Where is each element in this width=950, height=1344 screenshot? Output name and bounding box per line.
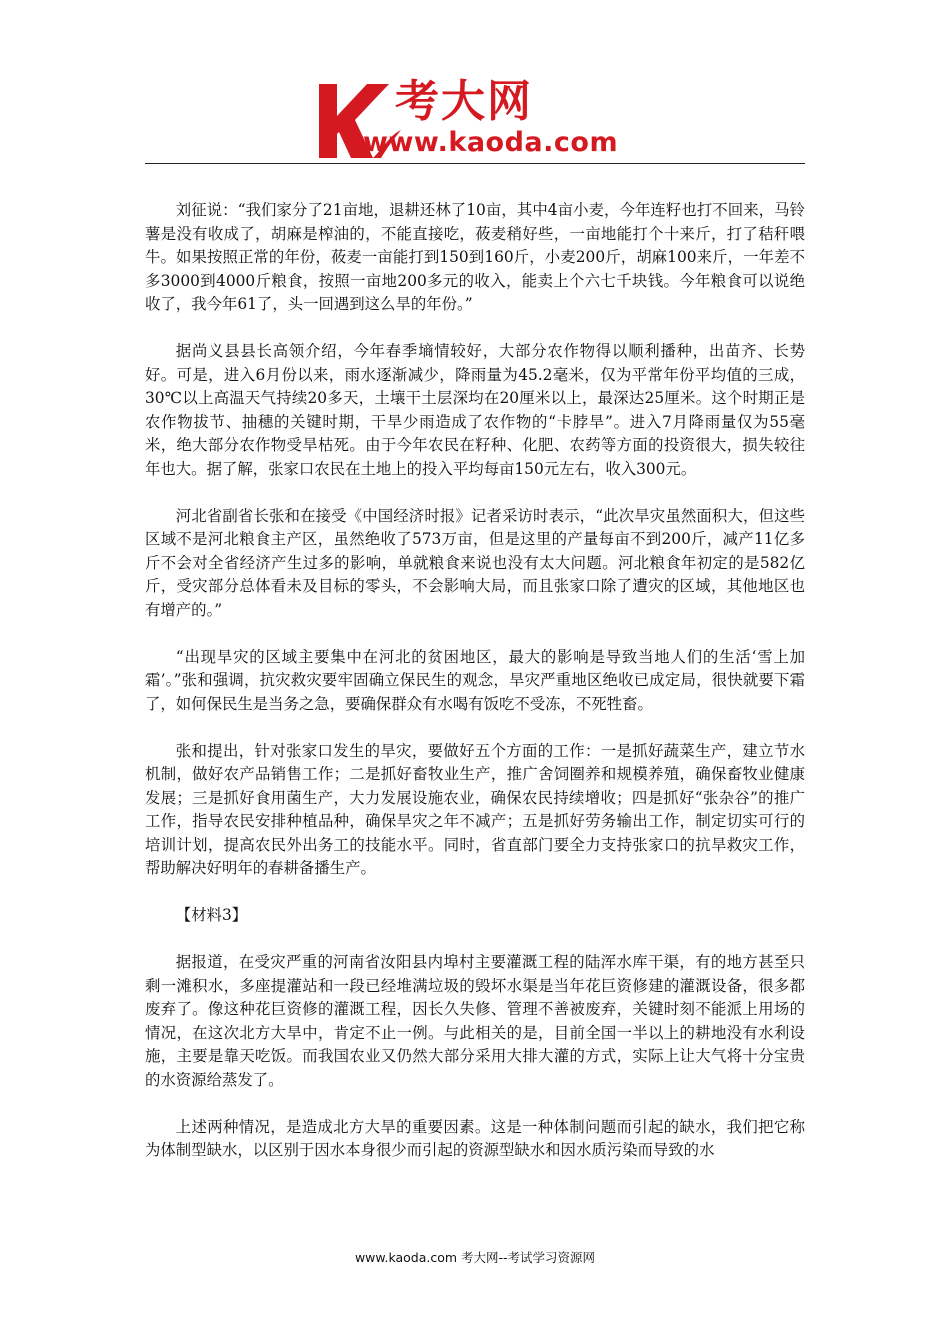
article-body xyxy=(145,199,805,1186)
page-footer: www.kaoda.com 考大网--考试学习资源网 xyxy=(354,1250,596,1265)
section-heading: 【材料3】 xyxy=(175,906,248,924)
paragraph: 河北省副省长张和在接受《中国经济时报》记者采访时表示，“此次旱灾虽然面积大，但这些区域不是河北粮食主产区，虽然绝收了573万亩，但是这里的产量每亩不到200斤，减产11亿多斤不会对全省经济产生过多的影响，单就粮食来说也没有太大问题。河北粮食年初定的是582亿斤，受灾部分总体看未及目标的零头，不会影响大局，而且张家口除了遭灾的区域，其他地区也有增产的。” xyxy=(145,506,805,619)
paragraph: “出现旱灾的区域主要集中在河北的贫困地区，最大的影响是导致当地人们的生活‘雪上加霜’。”张和强调，抗灾救灾要牢固确立保民生的观念，旱灾严重地区绝收已成定局，很快就要下霜了，如何保民生是当务之急，要确保群众有水喝有饭吃不受冻，不死牲畜。 xyxy=(145,647,805,713)
paragraph: 上述两种情况，是造成北方大旱的重要因素。这是一种体制问题而引起的缺水，我们把它称为体制型缺水，以区别于因水本身很少而引起的资源型缺水和因水质污染而导致的水 xyxy=(145,1117,805,1159)
logo-chinese-text: 考大网 xyxy=(395,76,533,127)
site-header xyxy=(145,78,805,166)
header-divider xyxy=(145,163,805,164)
logo-url-text: www.kaoda.com xyxy=(363,127,619,158)
paragraph: 据报道，在受灾严重的河南省汝阳县内埠村主要灌溉工程的陆浑水库干渠，有的地方甚至只剩一滩积水，多座提灌站和一段已经堆满垃圾的毁坏水渠是当年花巨资修建的灌溉设备，很多都废弃了。像这种花巨资修的灌溉工程，因长久失修、管理不善被废弃，关键时刻不能派上用场的情况，在这次北方大旱中，肯定不止一例。与此相关的是，目前全国一半以上的耕地没有水利设施，主要是靠天吃饭。而我国农业又仍然大部分采用大排大灌的方式，实际上让大气将十分宝贵的水资源给蒸发了。 xyxy=(145,953,805,1089)
paragraph: 张和提出，针对张家口发生的旱灾，要做好五个方面的工作：一是抓好蔬菜生产，建立节水机制，做好农产品销售工作；二是抓好畜牧业生产，推广舍饲圈养和规模养殖，确保畜牧业健康发展；三是抓好食用菌生产，大力发展设施农业，确保农民持续增收；四是抓好“张杂谷”的推广工作，指导农民安排种植品种，确保旱灾之年不减产；五是抓好劳务输出工作，制定切实可行的培训计划，提高农民外出务工的技能水平。同时，省直部门要全力支持张家口的抗旱救灾工作，帮助解决好明年的春耕备播生产。 xyxy=(145,741,805,877)
paragraph: 刘征说：“我们家分了21亩地，退耕还林了10亩，其中4亩小麦，今年连籽也打不回来，马铃薯是没有收成了，胡麻是榨油的，不能直接吃，莜麦稍好些，一亩地能打个十来斤，打了秸秆喂牛。如果按照正常的年份，莜麦一亩能打到150到160斤，小麦200斤，胡麻100来斤，一年差不多3000到4000斤粮食，按照一亩地200多元的收入，能卖上个六七千块钱。今年粮食可以说绝收了，我今年61了，头一回遇到这么旱的年份。” xyxy=(145,201,805,313)
paragraph: 据尚义县县长高领介绍，今年春季墒情较好，大部分农作物得以顺利播种，出苗齐、长势好。可是，进入6月份以来，雨水逐渐减少，降雨量为45.2毫米，仅为平常年份平均值的三成，30℃以上高温天气持续20多天，土壤干土层深均在20厘米以上，最深达25厘米。这个时期正是农作物拔节、抽穗的关键时期，干旱少雨造成了农作物的“卡脖旱”。进入7月降雨量仅为55毫米，绝大部分农作物受旱枯死。由于今年农民在籽种、化肥、农药等方面的投资很大，损失较往年也大。据了解，张家口农民在土地上的投入平均每亩150元左右，收入300元。 xyxy=(145,342,805,478)
